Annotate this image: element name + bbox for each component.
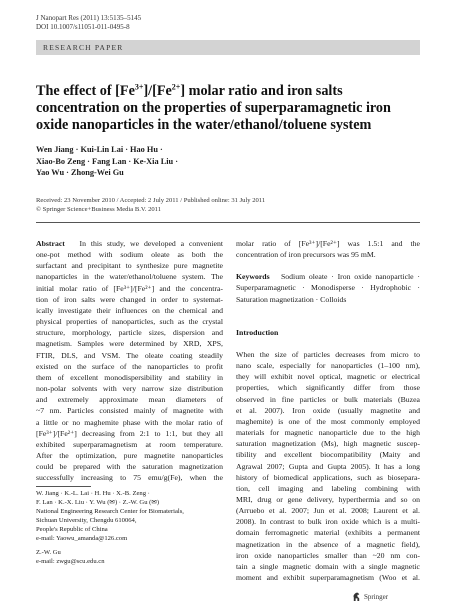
springer-horse-icon (352, 592, 361, 602)
footnote-divider (36, 486, 91, 487)
copyright: © Springer Science+Business Media B.V. 2011 (36, 205, 162, 213)
keywords-line: Keywords Sodium oleate · Iron oxide nanoparticle · (236, 272, 421, 282)
abstract-line: physical properties of nanoparticles, such as the crystal (36, 317, 223, 327)
abstract-line: initial molar ratio of [Fe³⁺]/[Fe²⁺] and the concentra- (36, 283, 223, 293)
introduction-line: nano scale, especially for nanoparticles (1–100 nm), (236, 361, 420, 371)
abstract-line: them of excellent monodispersibility and stability in (36, 372, 223, 382)
keywords-label: Keywords (236, 272, 270, 282)
affiliation-line: F. Lan · K.-X. Liu · Y. Wu (✉) · Z.-W. Gu (✉) (36, 498, 160, 506)
abstract-label: Abstract (36, 239, 65, 248)
author-line: Yao Wu · Zhong-Wei Gu (36, 168, 124, 177)
introduction-line: MRI, drug or gene delivery, hyperthermia and so on (236, 494, 420, 504)
introduction-heading: Introduction (236, 327, 279, 337)
introduction-line: materials for magnetic nanoparticle due to the high (236, 428, 420, 438)
abstract-line: successfully increasing to 75 emu/g(Fe), when the (36, 473, 223, 483)
affiliation-line: W. Jiang · K.-L. Lai · H. Hu · X.-B. Zeng · (36, 490, 150, 497)
affiliation-line: Z.-W. Gu (36, 549, 61, 557)
keywords-line: Saturation magnetization · Colloids (236, 294, 347, 304)
introduction-line: they will exhibit novel optical, magnetic or electrical (236, 372, 420, 382)
author-line: Xiao-Bo Zeng · Fang Lan · Ke-Xia Liu · (36, 156, 178, 166)
divider (36, 222, 420, 223)
abstract-continued-line: concentration of iron precursors was 95 mM. (236, 250, 376, 260)
abstract-line: exhibited superparamagnetism at room temperature. (36, 439, 223, 449)
title-line-3: oxide nanoparticles in the water/ethanol/toluene system (36, 117, 372, 133)
affiliation-line: National Engineering Research Center for Biomaterials, (36, 507, 184, 515)
affiliation-line: People's Republic of China (36, 525, 108, 533)
introduction-body (236, 349, 420, 583)
author-line: Wen Jiang · Kui-Lin Lai · Hao Hu · (36, 145, 163, 154)
publication-dates (36, 197, 265, 214)
journal-citation: J Nanopart Res (2011) 13:5135–5145 (36, 14, 142, 22)
abstract-line: a little or no maghemite phase with the molar ratio of (36, 417, 223, 427)
title-line-1: The effect of $[Fe^{3+}]/[Fe^{2+}]$ molar ratio and iron salts (36, 82, 343, 99)
title-line-2: concentration on the properties of superparamagnetic iron (36, 100, 391, 116)
introduction-line: domain ferromagnetic material (exhibits a permanent (236, 528, 420, 538)
introduction-line: tion, cell imaging and labeling combining with (236, 483, 420, 493)
abstract-body (36, 249, 223, 483)
publisher-logo (352, 592, 388, 602)
affiliation-line: Sichuan University, Chengdu 610064, (36, 516, 137, 524)
article-title (36, 83, 420, 134)
introduction-line: observed in fine particles or bulk materials (Buzea (236, 394, 420, 404)
abstract-line: and extremely approximate mean diameters of (36, 395, 223, 405)
introduction-line: (Arruebo et al. 2007; Jun et al. 2008; Laurent et al. (236, 506, 420, 516)
affiliation-line: e-mail: Yaowu_amanda@126.com (36, 534, 128, 542)
introduction-line: When the size of particles decreases from micro to (236, 349, 420, 359)
abstract-line: ically investigate their influences on the chemical and (36, 305, 223, 315)
abstract-line: structure, morphology, particle sizes, dispersion and (36, 328, 223, 338)
abstract-line: Abstract In this study, we developed a convenient (36, 239, 223, 248)
abstract-line: FTIR, DLS, and VSM. The oleate coating steadily (36, 350, 223, 360)
author-list (36, 144, 178, 179)
abstract-line: tion of iron salts were changed in order to systemat- (36, 294, 223, 304)
keywords-line: Superparamagnetic · Monodisperse · Hydrophobic · (236, 283, 420, 293)
affiliation-line: e-mail: zwgu@scu.edu.cn (36, 558, 105, 566)
abstract-line: one-pot method with sodium oleate as both the (36, 250, 223, 260)
introduction-line: iron oxide nanoparticles smaller than ~20 nm con- (236, 550, 420, 560)
abstract-line: ~7 nm. Particles consisted mainly of magnetite with (36, 406, 223, 416)
introduction-line: moment and exhibit superparamagnetism (Woo et al. (236, 573, 420, 583)
abstract-line: non-polar solvents with very narrow size distribution (36, 384, 223, 394)
introduction-line: et al. 2007). Iron oxide (usually magnetite and (236, 405, 420, 415)
abstract-line: surfactant and precipitant to synthesize pure magnetite (36, 261, 223, 271)
introduction-line: properties, which significantly differ from those (236, 383, 420, 393)
journal-doi: DOI 10.1007/s11051-011-0495-8 (36, 23, 130, 31)
affiliation-footnote (36, 490, 184, 567)
right-column (236, 238, 420, 583)
introduction-line: magnetization in the absence of a magnetic field), (236, 539, 420, 549)
introduction-line: maghemite) is one of the most commonly employed (236, 416, 420, 426)
introduction-line: tain a single magnetic domain with a single magnetic (236, 561, 420, 571)
abstract-line: magnetism. Samples were determined by XRD, XPS, (36, 339, 223, 349)
introduction-line: saturation magnetization (Ms), high magnetic suscep- (236, 439, 420, 449)
introduction-line: tibility and excellent biocompatibility (Maity and (236, 450, 420, 460)
received-dates: Received: 23 November 2010 / Accepted: 2 July 2011 / Published online: 31 July 2011 (36, 197, 266, 204)
abstract-continued-line: molar ratio of [Fe³⁺]/[Fe²⁺] was 1.5:1 and the (236, 239, 420, 248)
abstract-line: could be prepared with the saturation magnetization (36, 462, 223, 472)
abstract-line: existed on the surface of the nanoparticles to profit (36, 361, 223, 371)
article-type-banner: RESEARCH PAPER (36, 40, 420, 55)
introduction-line: history of biomedical applications, such as biosepara- (236, 472, 420, 482)
abstract-line: [Fe³⁺]/[Fe²⁺] decreasing from 2:1 to 1:1, but they all (36, 428, 223, 438)
abstract-line: After the optimization, pure magnetite nanoparticles (36, 450, 223, 460)
journal-header (36, 14, 141, 32)
left-column (36, 238, 223, 483)
publisher-name: Springer (364, 593, 389, 601)
abstract-line: nanoparticles in the water/ethanol/toluene system. The (36, 272, 223, 282)
introduction-line: Agrawal 2007; Gupta and Gupta 2005). It has a long (236, 461, 420, 471)
introduction-line: 2008). In contrast to bulk iron oxide which is a multi- (236, 517, 420, 527)
